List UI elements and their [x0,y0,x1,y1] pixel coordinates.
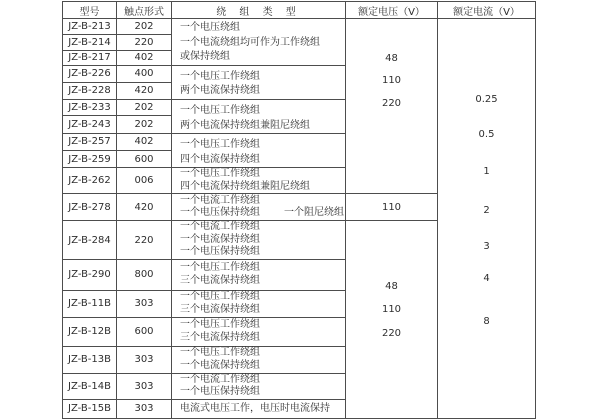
model-cell: JZ-B-243 [63,116,117,134]
winding-line: 一个电压工作绕组 [180,168,260,180]
winding-line: 一个电压工作绕组 [180,319,260,331]
winding-line: 一个电压保持绕组 [180,386,260,398]
current-value: 0.5 [478,129,495,140]
winding-line: 一个电压保持绕组 [180,207,260,219]
model-cell: JZ-B-13B [63,346,117,373]
model-cell: JZ-B-233 [63,99,117,116]
winding-line: 电流式电压工作，电压时电流保持 [180,402,330,414]
contact-cell: 202 [117,116,172,134]
current-value: 4 [483,273,490,284]
header-row [63,2,536,19]
winding-line: 一个电压绕组 [180,22,240,33]
model-cell: JZ-B-11B [63,290,117,317]
winding-cell-group-233-243 [172,99,346,133]
winding-line: 一个电压保持绕组 [180,246,260,258]
winding-cell-290 [172,259,346,290]
winding-line: 一个电压工作绕组 [180,139,260,151]
winding-line: 三个电流保持绕组 [180,274,260,286]
contact-cell: 220 [117,221,172,260]
winding-cell-11b [172,290,346,317]
contact-cell: 420 [117,194,172,221]
voltage-value: 110 [381,75,402,86]
model-cell: JZ-B-214 [63,34,117,50]
model-cell: JZ-B-257 [63,134,117,151]
winding-line: 一个电流工作绕组 [180,194,260,206]
winding-line: 一个电压工作绕组 [180,347,260,359]
table-row [63,19,536,35]
winding-line: 两个电流保持绕组兼阻尼绕组 [180,119,310,131]
contact-cell: 402 [117,134,172,151]
winding-line: 三个电流保持绕组 [180,331,260,343]
voltage-cell-group2 [346,221,438,419]
winding-line: 一个电流保持绕组 [180,233,260,245]
winding-line: 两个电流保持绕组 [180,85,260,97]
relay-spec-table [62,1,536,419]
current-value: 3 [483,241,490,252]
model-cell: JZ-B-217 [63,50,117,65]
winding-cell-15b [172,399,346,418]
model-cell: JZ-B-12B [63,317,117,346]
current-value: 1 [483,166,490,177]
winding-cell-group-257-259 [172,134,346,168]
contact-cell: 400 [117,65,172,82]
winding-line: 四个电流保持绕组 [180,153,260,165]
winding-line: 一个阻尼绕组 [284,207,344,219]
contact-cell: 800 [117,259,172,290]
model-cell: JZ-B-15B [63,399,117,418]
winding-line: 一个电流保持绕组 [180,359,260,371]
contact-cell: 420 [117,82,172,99]
voltage-value: 110 [381,304,402,316]
header-rated-voltage: 额定电压（V） [346,2,438,19]
winding-cell-13b [172,346,346,373]
voltage-value: 48 [385,281,398,293]
contact-cell: 303 [117,346,172,373]
voltage-value: 220 [381,98,402,109]
winding-line: 四个电流保持绕组兼阻尼绕组 [180,180,310,192]
contact-cell: 600 [117,317,172,346]
contact-cell: 303 [117,399,172,418]
model-cell: JZ-B-278 [63,194,117,221]
model-cell: JZ-B-14B [63,373,117,399]
voltage-value: 48 [385,53,398,64]
contact-cell: 220 [117,34,172,50]
winding-line: 或保持绕组 [180,51,230,63]
winding-line: 一个电压工作绕组 [180,262,260,274]
winding-cell-12b [172,317,346,346]
contact-cell: 303 [117,373,172,399]
model-cell: JZ-B-226 [63,65,117,82]
model-cell: JZ-B-213 [63,19,117,35]
winding-line: 三个电流保持绕组 [180,303,260,315]
current-value: 8 [483,316,490,327]
winding-line: 一个电流工作绕组 [180,373,260,385]
winding-cell-14b [172,373,346,399]
model-cell: JZ-B-228 [63,82,117,99]
voltage-cell-group1 [346,19,438,194]
voltage-value: 220 [381,328,402,340]
current-value: 2 [483,205,490,216]
contact-cell: 402 [117,50,172,65]
winding-line: 一个电压工作绕组 [180,70,260,82]
model-cell: JZ-B-284 [63,221,117,260]
header-winding-type: 绕 组 类 型 [172,2,346,19]
header-rated-current: 额定电流（V） [438,2,536,19]
winding-cell-262 [172,168,346,194]
voltage-cell-278: 110 [346,194,438,221]
winding-line: 一个电压工作绕组 [180,291,260,303]
winding-cell-278 [172,194,346,221]
header-model: 型号 [63,2,117,19]
contact-cell: 202 [117,19,172,35]
contact-cell: 303 [117,290,172,317]
winding-line: 一个电压工作绕组 [180,104,260,116]
winding-cell-group-226-228 [172,65,346,99]
model-cell: JZ-B-290 [63,259,117,290]
winding-cell-284 [172,221,346,260]
winding-line: 一个电流工作绕组 [180,221,260,233]
header-contact-form: 触点形式 [117,2,172,19]
contact-cell: 202 [117,99,172,116]
current-value: 0.25 [475,94,498,105]
model-cell: JZ-B-259 [63,150,117,168]
winding-cell-group-213-217 [172,19,346,66]
contact-cell: 600 [117,150,172,168]
current-cell [438,19,536,419]
model-cell: JZ-B-262 [63,168,117,194]
contact-cell: 006 [117,168,172,194]
winding-line: 一个电流绕组均可作为工作绕组 [180,36,320,48]
